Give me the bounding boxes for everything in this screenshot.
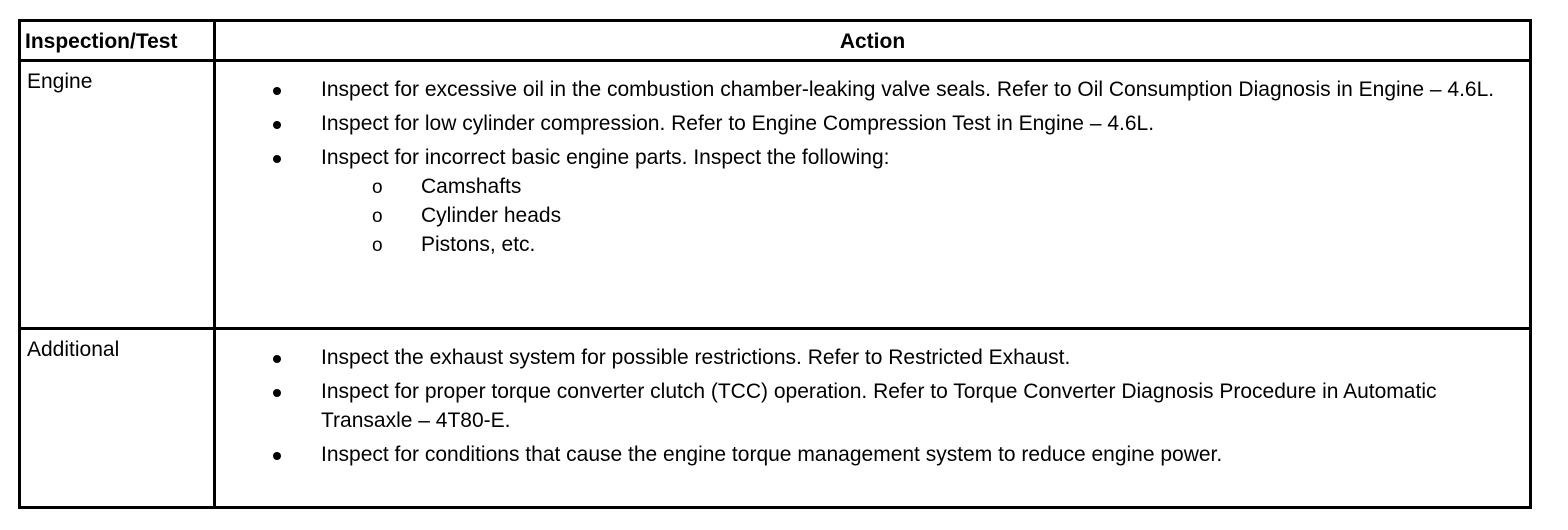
- header-action: Action: [215, 21, 1531, 61]
- action-item: [216, 377, 1525, 435]
- action-list: [216, 75, 1525, 259]
- circle-bullet-icon: o: [372, 206, 383, 228]
- sub-item: [321, 172, 1525, 201]
- bullet-icon: [273, 121, 281, 129]
- sub-item-text: Cylinder heads: [421, 204, 562, 228]
- bullet-icon: [273, 155, 281, 163]
- action-text: Inspect for proper torque converter clutch (TCC) operation. Refer to Torque Converter Diagnosis Procedure in Automatic Transaxle – 4T80-E.: [321, 379, 1437, 432]
- category-engine: Engine: [20, 61, 215, 329]
- bullet-icon: [273, 87, 281, 95]
- category-additional: Additional: [20, 328, 215, 507]
- action-item: [216, 109, 1525, 138]
- action-list: [216, 343, 1525, 469]
- table-row: [20, 328, 1531, 507]
- sub-list: [321, 172, 1525, 259]
- sub-item-text: Pistons, etc.: [421, 233, 536, 257]
- table-row: [20, 61, 1531, 329]
- action-cell-engine: [215, 61, 1531, 329]
- action-text: Inspect for conditions that cause the engine torque management system to reduce engine power.: [321, 442, 1223, 466]
- header-row: [20, 21, 1531, 61]
- action-item: [216, 440, 1525, 469]
- action-text: Inspect the exhaust system for possible restrictions. Refer to Restricted Exhaust.: [321, 345, 1071, 369]
- action-text: Inspect for low cylinder compression. Refer to Engine Compression Test in Engine – 4.6L.: [321, 112, 1155, 136]
- sub-item: [321, 201, 1525, 230]
- header-inspection-test: Inspection/Test: [20, 21, 215, 61]
- action-text: Inspect for excessive oil in the combustion chamber-leaking valve seals. Refer to Oil Consumption Diagnosis in Engine – 4.6L.: [321, 78, 1495, 102]
- sub-item: [321, 230, 1525, 259]
- circle-bullet-icon: o: [372, 235, 383, 257]
- bullet-icon: [273, 452, 281, 460]
- bullet-icon: [273, 355, 281, 363]
- action-item: [216, 343, 1525, 372]
- action-item: [216, 75, 1525, 104]
- bullet-icon: [273, 389, 281, 397]
- sub-item-text: Camshafts: [421, 175, 522, 199]
- action-cell-additional: [215, 328, 1531, 507]
- circle-bullet-icon: o: [372, 177, 383, 199]
- inspection-table: [18, 19, 1532, 509]
- action-item: [216, 143, 1525, 259]
- action-text: Inspect for incorrect basic engine parts. Inspect the following:: [321, 146, 890, 170]
